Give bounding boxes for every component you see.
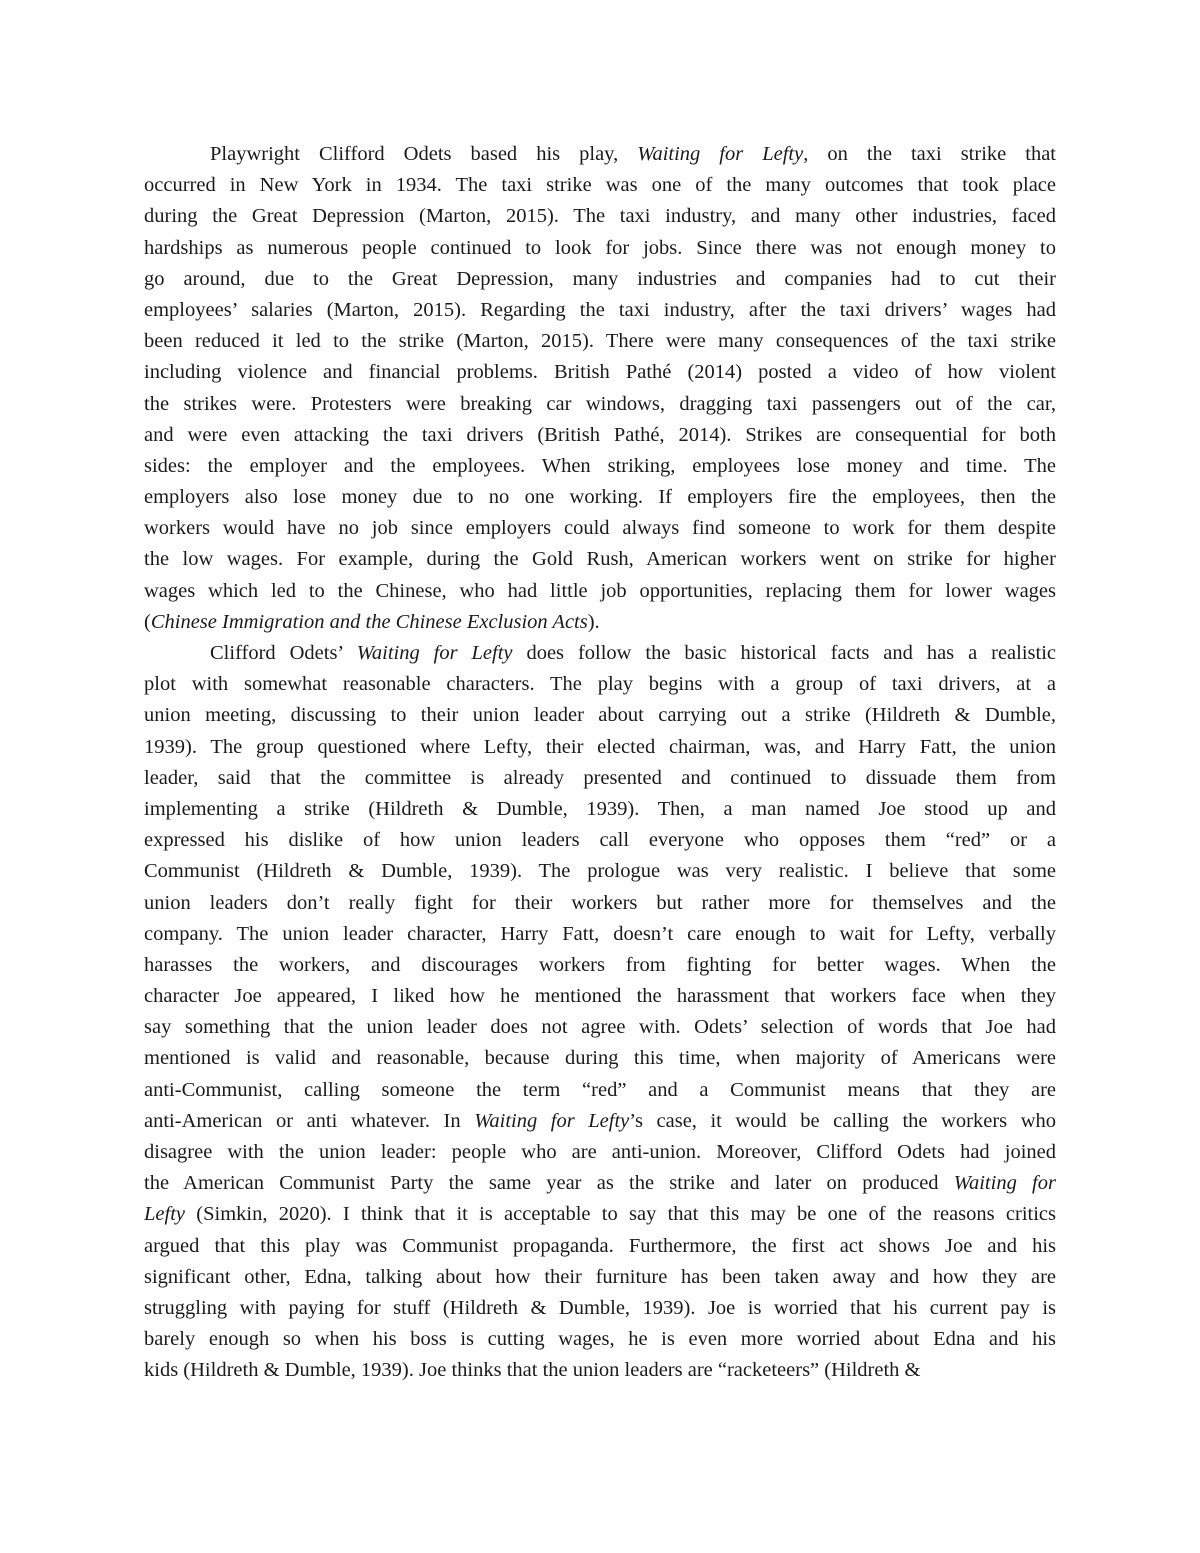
- text-run: the strikes were. Protesters were breaking car windows, dragging taxi passengers out of the car,: [144, 392, 1056, 415]
- text-line: [144, 326, 1056, 357]
- text-line: [144, 981, 1056, 1012]
- text-run: implementing a strike (Hildreth & Dumble, 1939). Then, a man named Joe stood up and: [144, 797, 1056, 820]
- text-line: [144, 233, 1056, 264]
- text-line: [144, 1043, 1056, 1074]
- paragraph-first-line: [144, 139, 1056, 170]
- text-run: workers would have no job since employers could always find someone to work for them despite: [144, 517, 1056, 540]
- text-run: (Simkin, 2020). I think that it is acceptable to say that this may be one of the reasons critics: [185, 1203, 1056, 1226]
- text-line: [144, 482, 1056, 513]
- text-run: the low wages. For example, during the Gold Rush, American workers went on strike for higher: [144, 548, 1056, 571]
- text-line: [144, 669, 1056, 700]
- text-line: [144, 763, 1056, 794]
- text-run: sides: the employer and the employees. When striking, employees lose money and time. The: [144, 454, 1056, 477]
- text-run: ).: [587, 610, 600, 633]
- text-line: [144, 1106, 1056, 1137]
- text-run: argued that this play was Communist propaganda. Furthermore, the first act shows Joe and his: [144, 1234, 1056, 1257]
- text-line: [144, 888, 1056, 919]
- text-run: (: [144, 610, 151, 633]
- essay-body: [144, 139, 1056, 1387]
- italic-title-run: Waiting for Lefty: [637, 143, 804, 165]
- text-line: [144, 1355, 1056, 1386]
- italic-title-run: Lefty: [144, 1203, 185, 1226]
- text-line: [144, 825, 1056, 856]
- text-run: leader, said that the committee is already presented and continued to dissuade them from: [144, 766, 1056, 789]
- text-run: employers also lose money due to no one working. If employers fire the employees, then the: [144, 486, 1056, 509]
- text-line: [144, 264, 1056, 295]
- text-run: character Joe appeared, I liked how he mentioned the harassment that workers face when they: [144, 985, 1056, 1008]
- text-run: expressed his dislike of how union leaders call everyone who opposes them “red” or a: [144, 829, 1056, 852]
- text-line: [144, 1199, 1056, 1230]
- text-run: wages which led to the Chinese, who had little job opportunities, replacing them for lower wages: [144, 579, 1056, 602]
- text-line: [144, 420, 1056, 451]
- text-line: [144, 856, 1056, 887]
- text-run: harasses the workers, and discourages workers from fighting for better wages. When the: [144, 953, 1056, 976]
- text-line: [144, 919, 1056, 950]
- text-run: kids (Hildreth & Dumble, 1939). Joe thinks that the union leaders are “racketeers” (Hildreth &: [144, 1359, 921, 1382]
- text-run: significant other, Edna, talking about how their furniture has been taken away and how they are: [144, 1265, 1056, 1288]
- text-run: mentioned is valid and reasonable, because during this time, when majority of Americans were: [144, 1047, 1056, 1070]
- text-line: [144, 576, 1056, 607]
- text-run: Clifford Odets’: [210, 642, 357, 664]
- text-line: [144, 389, 1056, 420]
- text-run: 1939). The group questioned where Lefty, their elected chairman, was, and Harry Fatt, the union: [144, 735, 1056, 758]
- text-line: [144, 295, 1056, 326]
- text-line: [144, 1075, 1056, 1106]
- italic-title-run: Waiting for Lefty: [356, 642, 513, 664]
- text-line: [144, 732, 1056, 763]
- text-line: [144, 1168, 1056, 1199]
- italic-title-run: Chinese Immigration and the Chinese Exclusion Acts: [150, 610, 588, 633]
- text-line: [144, 1262, 1056, 1293]
- text-run: disagree with the union leader: people who are anti-union. Moreover, Clifford Odets had joined: [144, 1141, 1056, 1163]
- text-run: hardships as numerous people continued to look for jobs. Since there was not enough money to: [144, 236, 1056, 259]
- text-line: [144, 170, 1056, 201]
- text-line: [144, 700, 1056, 731]
- text-run: during the Great Depression (Marton, 2015). The taxi industry, and many other industries, faced: [144, 205, 1056, 228]
- text-run: including violence and financial problems. British Pathé (2014) posted a video of how violent: [144, 361, 1056, 384]
- text-run: union leaders don’t really fight for their workers but rather more for themselves and the: [144, 891, 1056, 914]
- paragraph-first-line: [144, 638, 1056, 669]
- text-run: occurred in New York in 1934. The taxi strike was one of the many outcomes that took place: [144, 174, 1056, 197]
- text-line: [144, 513, 1056, 544]
- text-run: the American Communist Party the same year as the strike and later on produced: [144, 1172, 954, 1195]
- text-line: [144, 451, 1056, 482]
- text-run: plot with somewhat reasonable characters. The play begins with a group of taxi drivers, at a: [144, 673, 1056, 696]
- text-line: [144, 1231, 1056, 1262]
- text-line: [144, 1293, 1056, 1324]
- text-run: Playwright Clifford Odets based his play,: [210, 143, 638, 165]
- text-line: [144, 201, 1056, 232]
- text-line: [144, 794, 1056, 825]
- text-run: been reduced it led to the strike (Marton, 2015). There were many consequences of the taxi strike: [144, 330, 1056, 353]
- text-run: Communist (Hildreth & Dumble, 1939). The prologue was very realistic. I believe that some: [144, 860, 1056, 883]
- text-run: anti-Communist, calling someone the term “red” and a Communist means that they are: [144, 1078, 1056, 1101]
- text-run: company. The union leader character, Harry Fatt, doesn’t care enough to wait for Lefty, verbally: [144, 922, 1056, 945]
- italic-title-run: Waiting for: [953, 1172, 1056, 1195]
- text-line: [144, 1137, 1056, 1168]
- text-run: employees’ salaries (Marton, 2015). Regarding the taxi industry, after the taxi drivers’ wages had: [144, 298, 1056, 321]
- text-run: go around, due to the Great Depression, many industries and companies had to cut their: [144, 267, 1056, 290]
- text-line: [144, 1324, 1056, 1355]
- italic-title-run: Waiting for Lefty: [474, 1109, 630, 1132]
- text-line: [144, 950, 1056, 981]
- text-run: , on the taxi strike that: [803, 143, 1056, 165]
- text-line: [144, 544, 1056, 575]
- text-run: union meeting, discussing to their union leader about carrying out a strike (Hildreth & Dumble,: [144, 704, 1056, 727]
- text-line: [144, 357, 1056, 388]
- text-line: [144, 1012, 1056, 1043]
- text-line: [144, 607, 1056, 638]
- text-run: struggling with paying for stuff (Hildreth & Dumble, 1939). Joe is worried that his current pay is: [144, 1296, 1056, 1319]
- text-run: say something that the union leader does not agree with. Odets’ selection of words that Joe had: [144, 1016, 1056, 1039]
- text-run: and were even attacking the taxi drivers (British Pathé, 2014). Strikes are consequential for both: [144, 423, 1056, 446]
- text-run: barely enough so when his boss is cutting wages, he is even more worried about Edna and his: [144, 1328, 1056, 1351]
- text-run: does follow the basic historical facts and has a realistic: [512, 642, 1056, 664]
- text-run: ’s case, it would be calling the workers who: [629, 1109, 1056, 1132]
- text-run: anti-American or anti whatever. In: [144, 1109, 475, 1132]
